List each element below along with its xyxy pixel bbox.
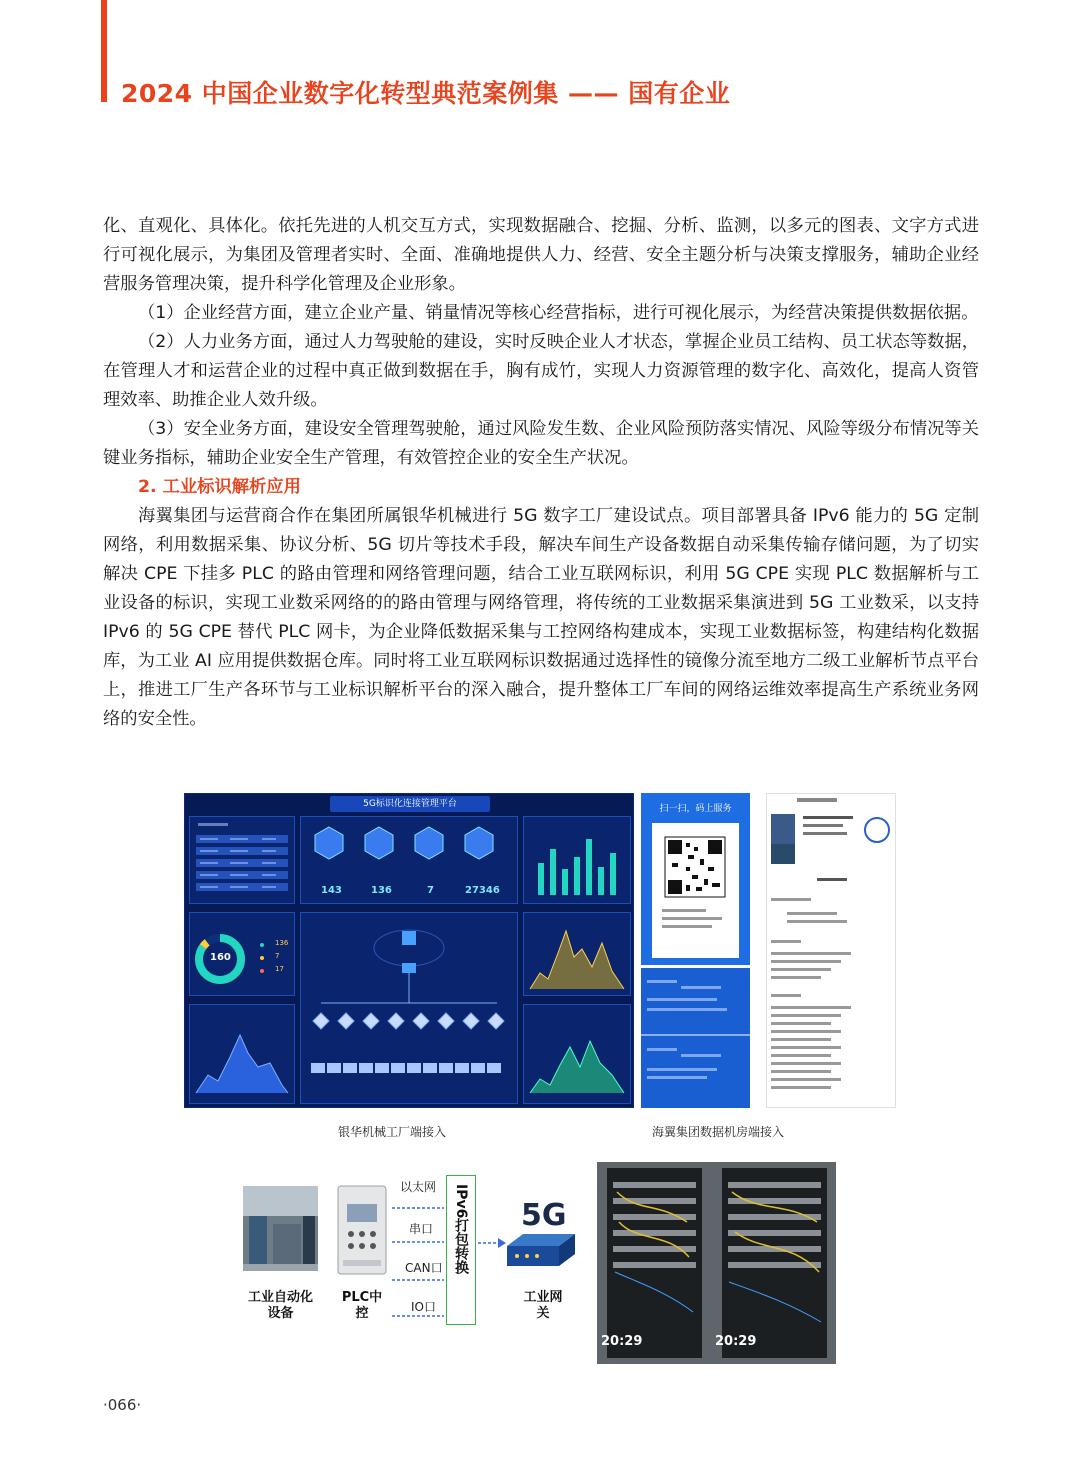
area-chart-gold	[524, 913, 630, 995]
area-panel-right-bottom	[523, 1004, 631, 1104]
paragraph-safety: （3）安全业务方面，建设安全管理驾驶舱，通过风险发生数、企业风险预防落实情况、风险等级分布情况等关键业务指标，辅助企业安全生产管理，有效管控企业的安全生产状况。	[103, 419, 979, 468]
arrow-right-icon	[478, 1236, 506, 1250]
qr-code-icon	[652, 823, 739, 958]
port-ethernet-label: 以太网	[400, 1180, 437, 1194]
factory-equipment-icon	[243, 1186, 318, 1271]
photo-timestamp: 20:29	[715, 1334, 757, 1349]
network-topology	[301, 913, 517, 1103]
stat-value: 143	[321, 885, 342, 896]
qr-service-card	[641, 793, 750, 965]
gateway-label: 工业网关	[523, 1290, 563, 1321]
stat-value: 27346	[465, 885, 500, 896]
dashboard-image	[184, 793, 634, 1108]
donut-center-value: 160	[210, 952, 231, 963]
plc-icon	[337, 1184, 387, 1276]
port-can-label: CAN口	[405, 1261, 443, 1275]
donut-legend-value: 136	[275, 939, 289, 947]
ipv6-conversion-box	[446, 1175, 476, 1325]
stat-value: 7	[427, 885, 434, 896]
device-list-panel	[189, 816, 295, 904]
server-rack-photo	[597, 1162, 836, 1364]
5g-badge: 5G	[521, 1198, 567, 1233]
area-chart-left	[190, 1005, 294, 1103]
page-header-title: 2024 中国企业数字化转型典范案例集 —— 国有企业	[121, 79, 731, 108]
paragraph-identification: 海翼集团与运营商合作在集团所属银华机械进行 5G 数字工厂建设试点。项目部署具备 IPv6 能力的 5G 定制网络，利用数据采集、协议分析、5G 切片等技术手段，解决车间生产设备数据自动采集传输存储问题，为了切实解决 CPE 下挂多 PLC 的路由管理和网络管理问题，结合工业互联网标识，利用 5G CPE 实现 PLC 数据解析与工业设备的标识，实现工业数采网络的的路由管理与网络管理，将传统的工业数据采集演进到 5G 工业数采，以支持 IPv6 的 5G CPE 替代 PLC 网卡，为企业降低数据采集与工控网络构建成本，实现工业数据标签，构建结构化数据库，为工业 AI 应用提供数据仓库。同时将工业互联网标识数据通过选择性的镜像分流至地方二级工业解析节点平台上，推进工厂生产各环节与工业标识解析平台的深入融合，提升整体工厂车间的网络运维效率提高生产系统业务网络的安全性。	[103, 506, 979, 729]
stats-icons	[301, 817, 517, 877]
phone-screenshot	[766, 793, 896, 1108]
dashboard-title: 5G标识化连接管理平台	[330, 796, 490, 812]
network-panel	[300, 912, 518, 1104]
qr-card-body	[652, 823, 739, 958]
stats-panel	[300, 816, 518, 904]
caption-factory-access: 银华机械工厂端接入	[338, 1125, 447, 1139]
phone-detail-content	[767, 794, 895, 1107]
paragraph-hr: （2）人力业务方面，通过人力驾驶舱的建设，实时反映企业人才状态，掌握企业员工结构、员工状态等数据，在管理人才和运营企业的过程中真正做到数据在手，胸有成竹，实现人力资源管理的数字化、高效化，提高人资管理效率、助推企业人效升级。	[103, 332, 979, 410]
port-serial-label: 串口	[409, 1222, 434, 1236]
port-io-label: IO口	[411, 1300, 436, 1314]
donut-legend-value: 7	[275, 952, 280, 960]
device-detail-rows	[641, 968, 750, 1108]
donut-panel	[189, 912, 295, 996]
header-accent-bar	[101, 0, 107, 102]
qr-card-title: 扫一扫，码上服务	[659, 804, 732, 814]
automation-equipment-label: 工业自动化设备	[247, 1290, 313, 1321]
bar-chart	[524, 817, 630, 903]
paragraph-continued: 化、直观化、具体化。依托先进的人机交互方式，实现数据融合、挖掘、分析、监测，以多元的图表、文字方式进行可视化展示，为集团及管理者实时、全面、准确地提供人力、经营、安全主题分析与决策支撑服务，辅助企业经营服务管理决策，提升科学化管理及企业形象。	[103, 216, 979, 294]
automation-equipment-photo	[243, 1186, 318, 1271]
device-list-rows	[190, 817, 294, 903]
area-chart-green	[524, 1005, 630, 1103]
photo-timestamp: 20:29	[601, 1334, 643, 1349]
page-number: ·066·	[103, 1396, 142, 1414]
plc-device-photo	[337, 1184, 387, 1276]
area-panel-right-top	[523, 912, 631, 996]
device-detail-card	[641, 968, 750, 1108]
gateway-device-photo	[503, 1196, 579, 1281]
stat-value: 136	[371, 885, 392, 896]
body-text	[103, 212, 979, 734]
caption-datacenter-access: 海翼集团数据机房端接入	[652, 1125, 785, 1139]
donut-legend-value: 17	[275, 965, 284, 973]
paragraph-operations: （1）企业经营方面，建立企业产量、销量情况等核心经营指标，进行可视化展示，为经营决策提供数据依据。	[138, 303, 979, 323]
ipv6-conversion-label: IPv6打包转换	[453, 1184, 469, 1275]
section-heading: 2. 工业标识解析应用	[138, 477, 301, 497]
bar-panel	[523, 816, 631, 904]
area-panel-left	[189, 1004, 295, 1104]
plc-label: PLC中控	[341, 1290, 383, 1321]
